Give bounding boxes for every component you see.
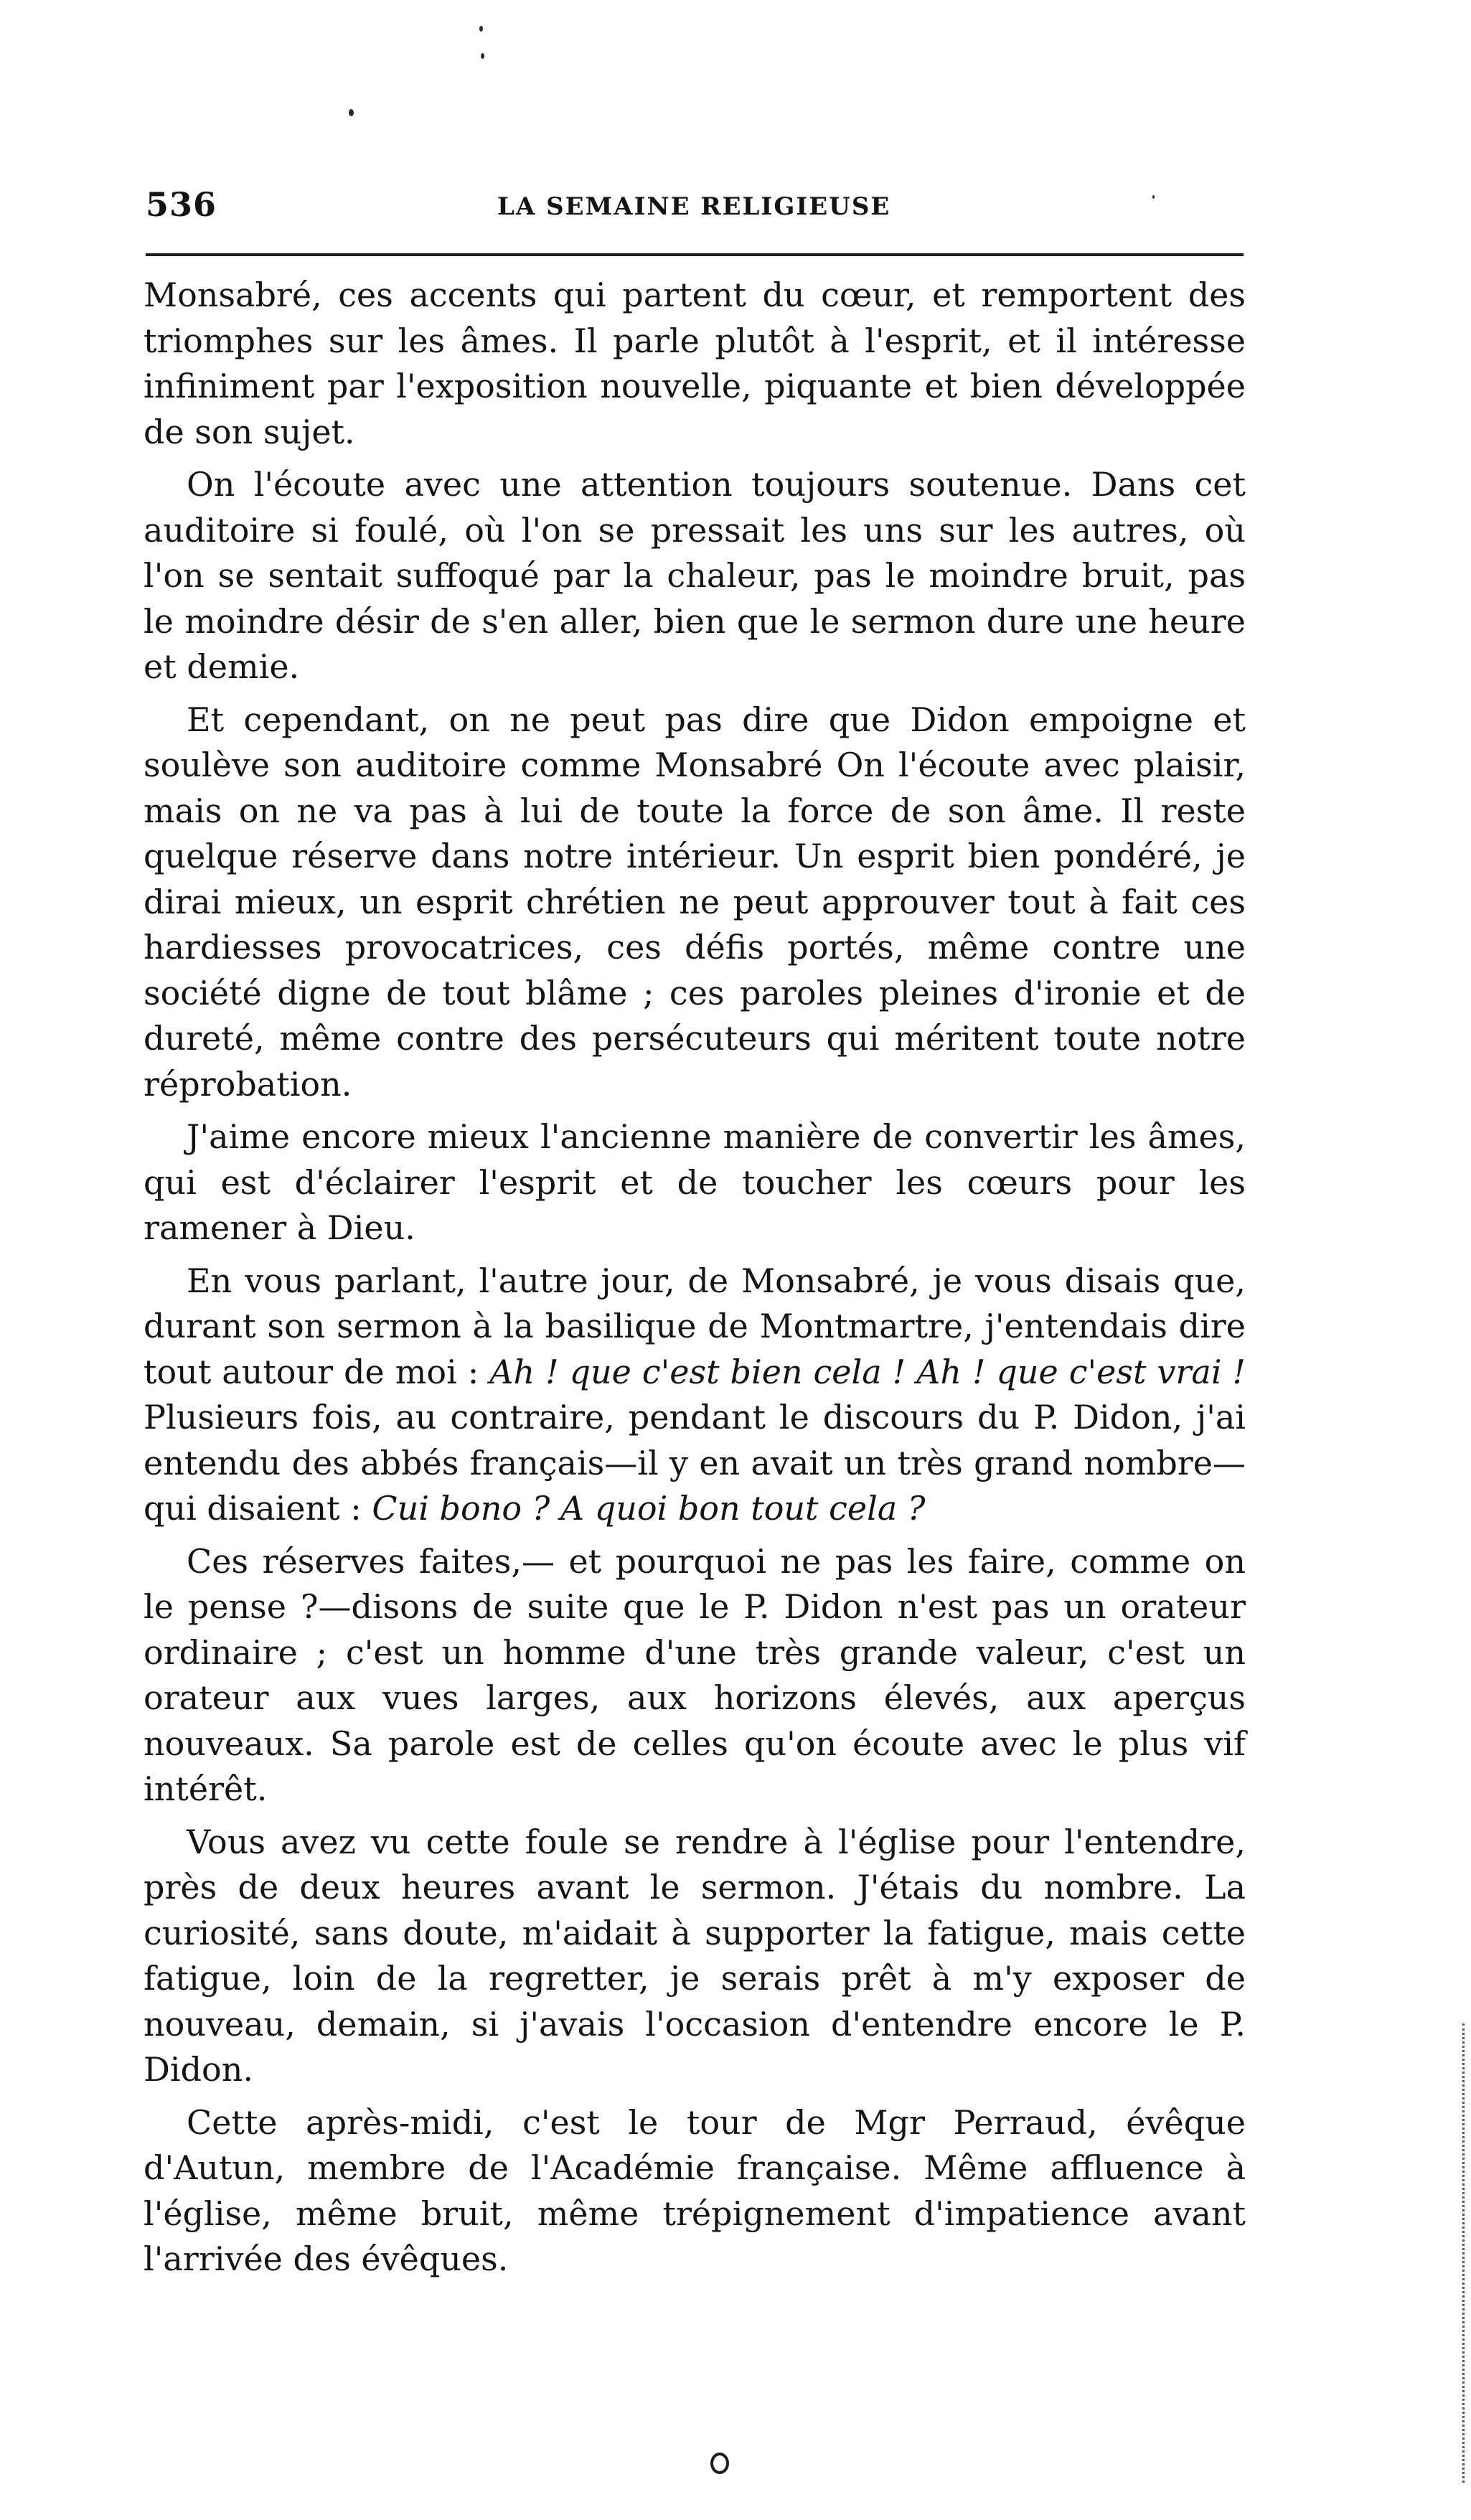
page-header: [146, 185, 1244, 228]
paragraph: Cette après-midi, c'est le tour de Mgr Perraud, évêque d'Autun, membre de l'Académie française. Même affluence à l'église, même bruit, même trépignement d'impatience avant l'arrivée des évêques.: [144, 2102, 1246, 2278]
article-body: [144, 273, 1246, 2290]
paragraph: [144, 1259, 1246, 1532]
paragraph: Ces réserves faites,— et pourquoi ne pas les faire, comme on le pense ?—disons de suite que le P. Didon n'est pas un orateur ordinaire ; c'est un homme d'une très grande valeur, c'est un orateur aux vues larges, aux horizons élevés, aux aperçus nouveaux. Sa parole est de celles qu'on écoute avec le plus vif intérêt.: [144, 1541, 1246, 1808]
italic-quote: Cui bono ? A quoi bon tout cela ?: [372, 1489, 926, 1528]
scan-speck: [479, 26, 483, 32]
paragraph: Monsabré, ces accents qui partent du cœur, et remportent des triomphes sur les âmes. Il parle plutôt à l'esprit, et il intéresse infiniment par l'exposition nouvelle, piquante et bien développée de son sujet.: [144, 276, 1246, 451]
scan-speck: [481, 53, 484, 59]
scan-speck: [349, 109, 354, 116]
footer-ornament: [710, 2453, 729, 2474]
paragraph: Vous avez vu cette foule se rendre à l'église pour l'entendre, près de deux heures avant le sermon. J'étais du nombre. La curiosité, sans doute, m'aidait à supporter la fatigue, mais cette fatigue, loin de la regretter, je serais prêt à m'y exposer de nouveau, demain, si j'avais l'occasion d'entendre encore le P. Didon.: [144, 1822, 1246, 2089]
running-title: LA SEMAINE RELIGIEUSE: [497, 192, 891, 221]
scan-edge-noise: [1462, 2023, 1467, 2483]
paragraph-text: En vous parlant, l'autre jour, de Monsabré, je vous disais que, durant son sermon à la basilique de Montmartre, j'entendais dire tout autour de moi :: [144, 1261, 1246, 1391]
paragraph: J'aime encore mieux l'ancienne manière de convertir les âmes, qui est d'éclairer l'esprit et de toucher les cœurs pour les ramener à Dieu.: [144, 1117, 1246, 1247]
page-number: 536: [146, 185, 217, 224]
paragraph: Et cependant, on ne peut pas dire que Didon empoigne et soulève son auditoire comme Monsabré On l'écoute avec plaisir, mais on ne va pas à lui de toute la force de son âme. Il reste quelque réserve dans notre intérieur. Un esprit bien pondéré, je dirai mieux, un esprit chrétien ne peut approuver tout à fait ces hardiesses provocatrices, ces défis portés, même contre une société digne de tout blâme ; ces paroles pleines d'ironie et de dureté, même contre des persécuteurs qui méritent toute notre réprobation.: [144, 700, 1246, 1104]
paragraph: On l'écoute avec une attention toujours soutenue. Dans cet auditoire si foulé, où l'on se pressait les uns sur les autres, où l'on se sentait suffoqué par la chaleur, pas le moindre bruit, pas le moindre désir de s'en aller, bien que le sermon dure une heure et demie.: [144, 465, 1246, 686]
header-rule: [146, 253, 1244, 256]
italic-quote: Ah ! que c'est bien cela ! Ah ! que c'est vrai !: [489, 1352, 1246, 1391]
paragraph-text: Plusieurs fois, au contraire, pendant le discours du P. Didon, j'ai entendu des abbés français—il y en avait un très grand nombre— qui disaient :: [144, 1398, 1246, 1528]
